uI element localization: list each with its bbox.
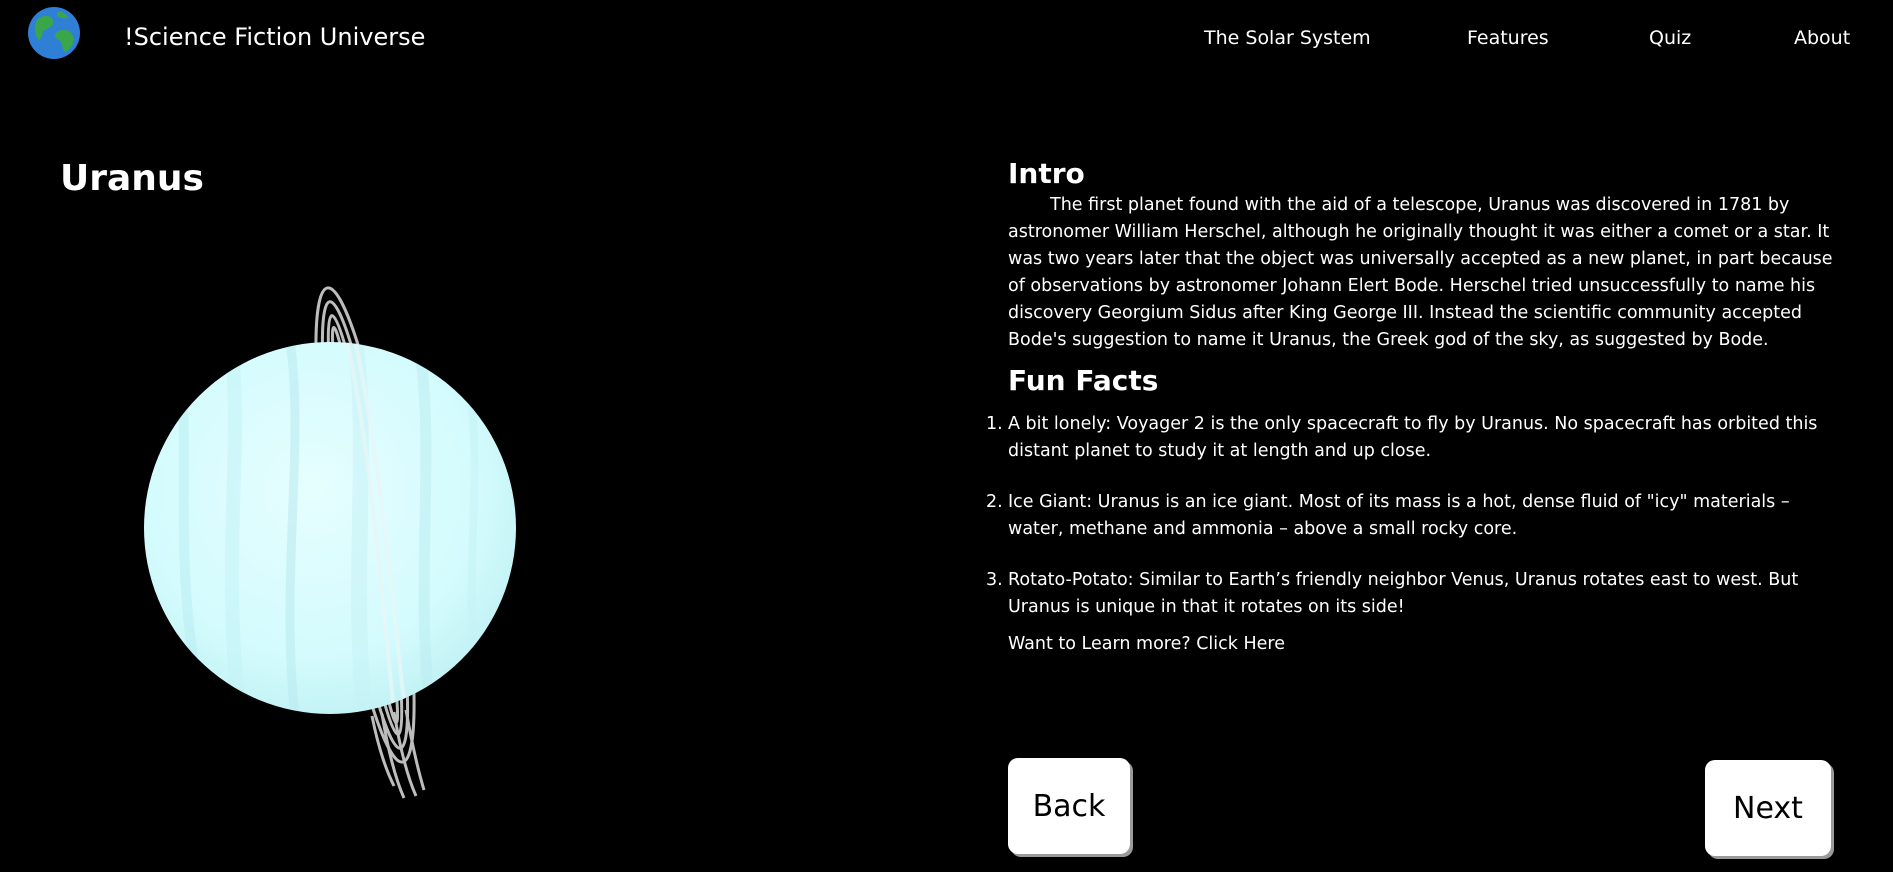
nav-about[interactable]: About [1794,27,1851,49]
earth-globe-icon[interactable] [27,6,81,60]
intro-text: The first planet found with the aid of a telescope, Uranus was discovered in 1781 by astronomer William Herschel, although he originally thought it was either a comet or a star. It was two years later that the object was universally accepted as a new planet, in part because of observations by astronomer Johann Elert Bode. Herschel tried unsuccessfully to name his discovery Georgium Sidus after King George III. Instead the scientific community accepted Bode's suggestion to name it Uranus, the Greek god of the sky, as suggested by Bode. [1008,195,1833,350]
uranus-planet-illustration [120,250,540,810]
back-button[interactable]: Back [1008,758,1130,854]
fun-fact-item [986,411,1838,465]
site-title[interactable]: !Science Fiction Universe [124,23,426,51]
uranus-rings-front [372,710,424,798]
site-header [0,0,1893,80]
fun-facts-heading: Fun Facts [1008,364,1159,397]
fun-fact-item [986,489,1838,543]
fun-fact-number: 2. [986,492,1003,512]
fun-fact-item [986,567,1838,621]
fun-fact-text: A bit lonely: Voyager 2 is the only spacecraft to fly by Uranus. No spacecraft has orbited this distant planet to study it at length and up close. [1008,414,1818,461]
nav-quiz[interactable]: Quiz [1649,27,1692,49]
learn-more-link[interactable]: Want to Learn more? Click Here [1008,634,1285,654]
next-button[interactable]: Next [1705,760,1831,856]
planet-content [986,156,1838,658]
nav-the-solar-system[interactable]: The Solar System [1204,27,1371,49]
fun-fact-number: 1. [986,414,1003,434]
nav-features[interactable]: Features [1467,27,1549,49]
fun-fact-text: Ice Giant: Uranus is an ice giant. Most of its mass is a hot, dense fluid of "icy" materials – water, methane and ammonia – above a small rocky core. [1008,492,1790,539]
intro-heading: Intro [1008,157,1085,190]
fun-facts-list [986,411,1838,621]
fun-fact-text: Rotato-Potato: Similar to Earth’s friendly neighbor Venus, Uranus rotates east to west. But Uranus is unique in that it rotates on its side! [1008,570,1799,617]
planet-title: Uranus [60,158,204,199]
fun-fact-number: 3. [986,570,1003,590]
